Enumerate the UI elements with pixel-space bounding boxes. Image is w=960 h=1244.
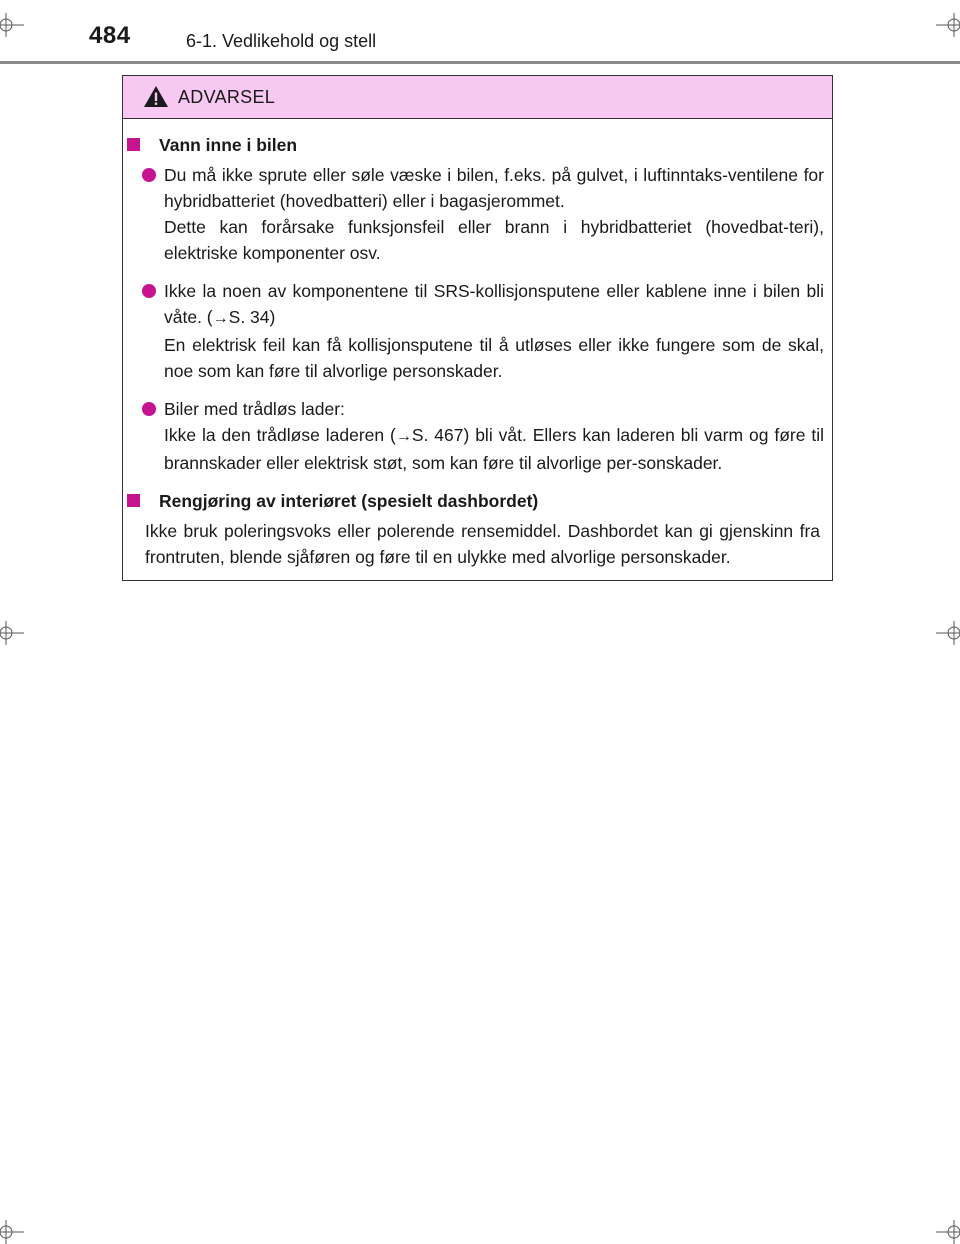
crop-mark-bottom-left [0,1220,24,1244]
section-heading-text: Vann inne i bilen [159,135,298,155]
warning-header [123,76,832,119]
item-text: Ikke bruk poleringsvoks eller polerende rensemiddel. Dashbordet kan gi gjenskinn fra frontruten, blende sjåføren og føre til en ulykke med alvorlige personskader. [145,521,820,567]
item-text: En elektrisk feil kan få kollisjonsputene til å utløses eller ikke fungere som de skal, noe som kan føre til alvorlige personskader. [164,335,824,381]
list-item-liquid [123,162,832,266]
arrow-right-icon: → [212,310,229,327]
header-divider [0,61,960,64]
crop-mark-mid-right [936,621,960,645]
item-text: Ikke la noen av komponentene til SRS-kollisjonsputene eller kablene inne i bilen bli våte. (→S. 34) [164,281,824,327]
crop-mark-top-right [936,13,960,37]
section-title: 6-1. Vedlikehold og stell [186,31,377,51]
item-text: Du må ikke sprute eller søle væske i bilen, f.eks. på gulvet, i luftinntaks-ventilene for hybridbatteriet (hovedbatteri) eller i bagasjerommet. [164,165,824,211]
round-bullet-icon [142,168,156,182]
section-heading-interior [123,488,832,514]
list-item-wireless-charger [123,396,832,476]
warning-content [123,128,832,570]
list-item-srs [123,278,832,384]
item-text: Ikke la den trådløse laderen (→S. 467) bli våt. Ellers kan laderen bli varm og føre til brannskader eller elektrisk støt, som kan føre til alvorlige per-sonskader. [164,425,824,473]
section-heading-water [123,132,832,158]
warning-title: ADVARSEL [178,87,276,107]
page-reference-link[interactable]: S. 467) bli våt. Ellers kan laderen bli varm og føre til brannskader eller elektrisk støt, som kan føre til alvorlige per-sonskader. [164,425,824,473]
round-bullet-icon [142,402,156,416]
square-bullet-icon [127,138,140,151]
crop-mark-bottom-right [936,1220,960,1244]
warning-box [122,75,833,581]
section-heading-text: Rengjøring av interiøret (spesielt dashbordet) [159,491,539,511]
item-text: Dette kan forårsake funksjonsfeil eller brann i hybridbatteriet (hovedbat-teri), elektriske komponenter osv. [164,217,824,263]
page-number: 484 [89,22,131,49]
square-bullet-icon [127,494,140,507]
crop-mark-top-left [0,13,24,37]
arrow-right-icon: → [395,428,412,445]
item-text: Biler med trådløs lader: [164,399,345,419]
warning-triangle-icon [143,85,169,108]
round-bullet-icon [142,284,156,298]
crop-mark-mid-left [0,621,24,645]
section-body [123,518,832,570]
page-reference-link[interactable]: S. 34) [228,307,276,327]
